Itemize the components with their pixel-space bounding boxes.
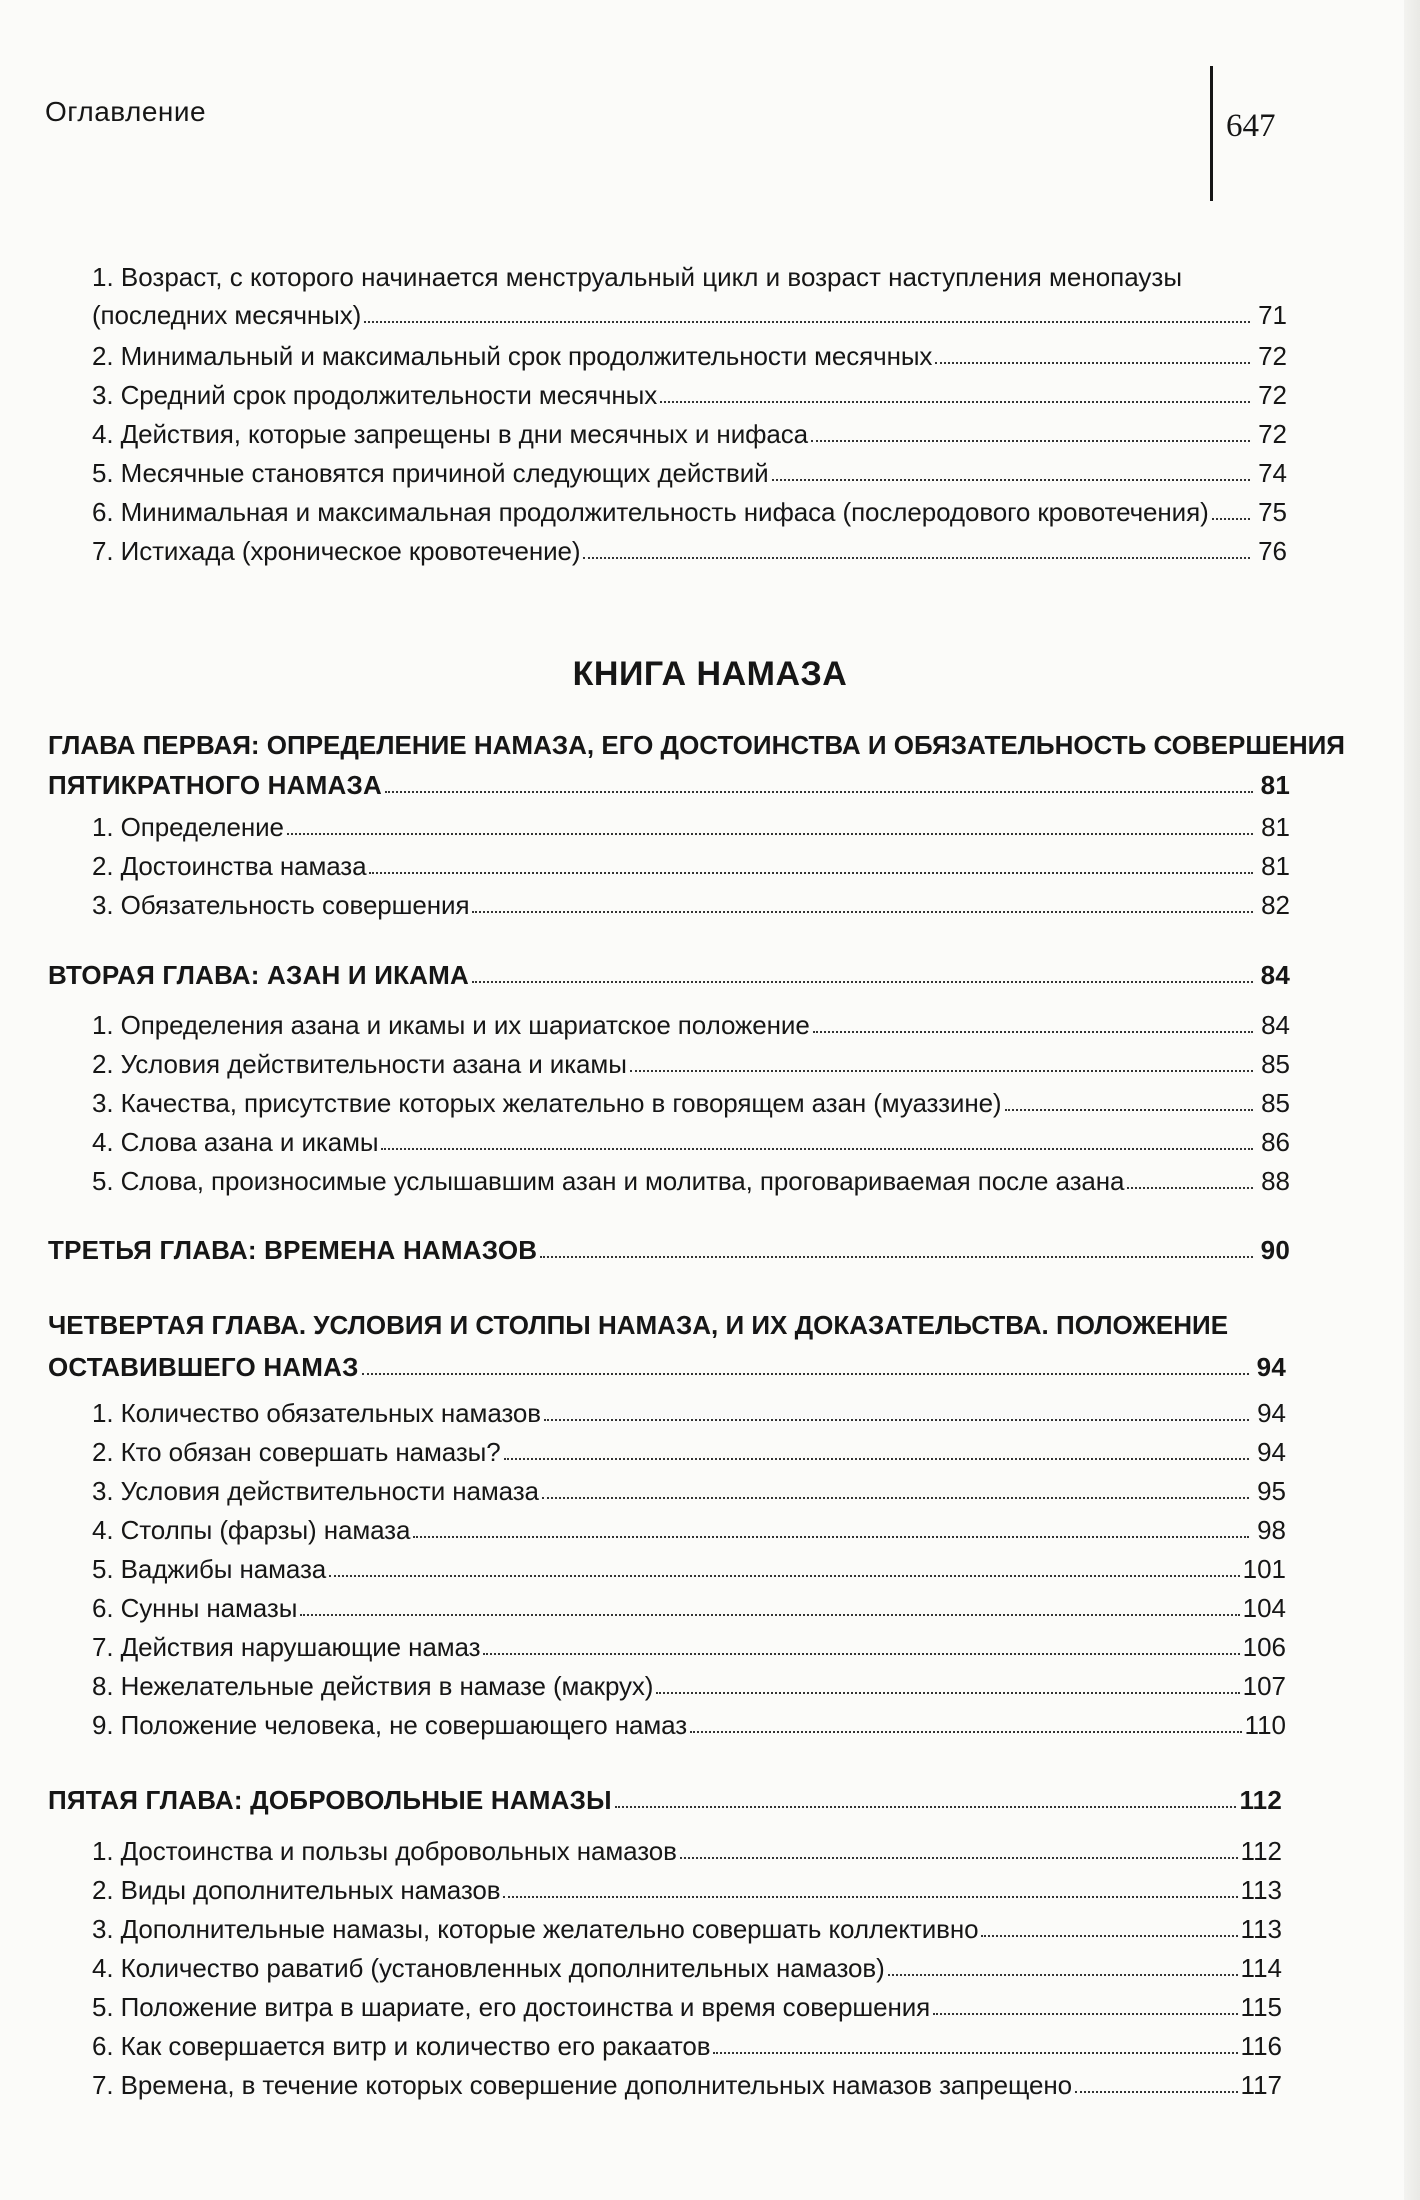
toc-item <box>92 1554 1286 1584</box>
dot-leader <box>385 791 1253 793</box>
toc-item <box>92 1914 1282 1944</box>
dot-leader <box>413 1536 1249 1538</box>
toc-item <box>92 380 1287 410</box>
toc-item-page: 115 <box>1240 1992 1282 2022</box>
dot-leader <box>483 1653 1239 1655</box>
toc-item-label: 7. Истихада (хроническое кровотечение) <box>92 536 581 566</box>
dot-leader <box>472 981 1253 983</box>
page-edge <box>1404 0 1420 2200</box>
toc-item-page: 114 <box>1240 1953 1282 1983</box>
dot-leader <box>813 1031 1253 1033</box>
toc-item <box>92 341 1287 371</box>
dot-leader <box>1212 518 1250 520</box>
toc-item-label: 4. Слова азана и икамы <box>92 1127 379 1157</box>
dot-leader <box>713 2052 1237 2054</box>
dot-leader <box>933 2013 1237 2015</box>
toc-item <box>92 2070 1282 2100</box>
toc-item-page: 72 <box>1258 419 1287 449</box>
dot-leader <box>503 1896 1237 1898</box>
dot-leader <box>656 1692 1239 1694</box>
toc-item <box>92 1593 1286 1623</box>
toc-item <box>92 812 1290 842</box>
chapter-page: 94 <box>1256 1352 1286 1382</box>
toc-item-page: 101 <box>1242 1554 1286 1584</box>
dot-leader <box>287 833 1253 835</box>
toc-item-label: 2. Минимальный и максимальный срок продолжительности месячных <box>92 341 933 371</box>
toc-item <box>92 536 1287 566</box>
chapter-heading <box>48 1352 1286 1382</box>
toc-item-label: 4. Действия, которые запрещены в дни месячных и нифаса <box>92 419 809 449</box>
toc-item <box>92 497 1287 527</box>
dot-leader <box>981 1935 1237 1937</box>
toc-item-page: 112 <box>1240 1836 1282 1866</box>
dot-leader <box>504 1458 1249 1460</box>
toc-item-label: 2. Кто обязан совершать намазы? <box>92 1437 501 1467</box>
dot-leader <box>811 440 1250 442</box>
toc-item <box>92 1088 1290 1118</box>
toc-item-label: 8. Нежелательные действия в намазе (макрух) <box>92 1671 654 1701</box>
toc-item <box>92 1166 1290 1196</box>
toc-item-label: 2. Условия действительности азана и икамы <box>92 1049 627 1079</box>
toc-item <box>92 1476 1286 1506</box>
toc-item-page: 98 <box>1257 1515 1286 1545</box>
toc-item-page: 106 <box>1242 1632 1286 1662</box>
toc-item-page: 95 <box>1257 1476 1286 1506</box>
toc-item-label: 1. Определения азана и икамы и их шариатское положение <box>92 1010 810 1040</box>
toc-item <box>92 2031 1282 2061</box>
dot-leader <box>472 911 1253 913</box>
toc-item-label: 6. Сунны намазы <box>92 1593 298 1623</box>
toc-item-page: 85 <box>1261 1088 1290 1118</box>
chapter-heading <box>48 960 1290 990</box>
dot-leader <box>362 1373 1249 1375</box>
toc-item-page: 75 <box>1258 497 1287 527</box>
toc-item-label: 2. Достоинства намаза <box>92 851 367 881</box>
toc-item-page: 113 <box>1240 1914 1282 1944</box>
toc-item-label: 1. Достоинства и пользы добровольных намазов <box>92 1836 677 1866</box>
toc-item-page: 81 <box>1261 812 1290 842</box>
dot-leader <box>381 1148 1253 1150</box>
toc-item-label: 3. Средний срок продолжительности месячных <box>92 380 658 410</box>
toc-item <box>92 1953 1282 1983</box>
toc-item <box>92 890 1290 920</box>
toc-item-label: 1. Количество обязательных намазов <box>92 1398 541 1428</box>
toc-item-label: 3. Качества, присутствие которых желательно в говорящем азан (муаззине) <box>92 1088 1002 1118</box>
toc-item <box>92 1398 1286 1428</box>
dot-leader <box>935 362 1250 364</box>
chapter-title: ПЯТАЯ ГЛАВА: ДОБРОВОЛЬНЫЕ НАМАЗЫ <box>48 1785 612 1815</box>
toc-item-page: 72 <box>1258 341 1287 371</box>
dot-leader <box>630 1070 1253 1072</box>
toc-item-label: 2. Виды дополнительных намазов <box>92 1875 501 1905</box>
toc-item <box>92 1875 1282 1905</box>
toc-item <box>92 458 1287 488</box>
toc-item-label: 1. Определение <box>92 812 284 842</box>
chapter-title: ТРЕТЬЯ ГЛАВА: ВРЕМЕНА НАМАЗОВ <box>48 1235 538 1265</box>
toc-item-page: 116 <box>1240 2031 1282 2061</box>
toc-item-label: 5. Ваджибы намаза <box>92 1554 327 1584</box>
toc-item <box>92 1127 1290 1157</box>
chapter-heading <box>48 770 1290 800</box>
dot-leader <box>300 1614 1239 1616</box>
toc-item-label: 3. Дополнительные намазы, которые желательно совершать коллективно <box>92 1914 979 1944</box>
chapter-heading-line: ГЛАВА ПЕРВАЯ: ОПРЕДЕЛЕНИЕ НАМАЗА, ЕГО ДОСТОИНСТВА И ОБЯЗАТЕЛЬНОСТЬ СОВЕРШЕНИЯ <box>48 730 1345 760</box>
toc-item-page: 81 <box>1261 851 1290 881</box>
chapter-page: 84 <box>1260 960 1290 990</box>
dot-leader <box>1127 1187 1253 1189</box>
toc-item-page: 74 <box>1258 458 1287 488</box>
toc-item <box>92 1992 1282 2022</box>
toc-item <box>92 1710 1286 1740</box>
toc-item-label: 3. Условия действительности намаза <box>92 1476 539 1506</box>
dot-leader <box>615 1806 1237 1808</box>
toc-item <box>92 1515 1286 1545</box>
dot-leader <box>660 401 1250 403</box>
toc-item-page: 117 <box>1240 2070 1282 2100</box>
chapter-page: 112 <box>1239 1785 1282 1815</box>
toc-item-line: 1. Возраст, с которого начинается менструальный цикл и возраст наступления менопаузы <box>92 262 1183 292</box>
toc-item-page: 71 <box>1258 300 1287 330</box>
dot-leader <box>888 1974 1238 1976</box>
toc-item <box>92 1671 1286 1701</box>
chapter-page: 81 <box>1260 770 1290 800</box>
toc-item-page: 76 <box>1258 536 1287 566</box>
chapter-heading <box>48 1785 1282 1815</box>
toc-item <box>92 1632 1286 1662</box>
toc-item-page: 82 <box>1261 890 1290 920</box>
chapter-title: ВТОРАЯ ГЛАВА: АЗАН И ИКАМА <box>48 960 469 990</box>
dot-leader <box>364 321 1250 323</box>
toc-item-label: 7. Действия нарушающие намаз <box>92 1632 481 1662</box>
running-title: Оглавление <box>45 96 207 127</box>
toc-item <box>92 300 1287 330</box>
dot-leader <box>1075 2091 1238 2093</box>
dot-leader <box>680 1857 1238 1859</box>
toc-item-label: 5. Месячные становятся причиной следующих действий <box>92 458 769 488</box>
toc-item-page: 72 <box>1258 380 1287 410</box>
toc-item-label: 5. Положение витра в шариате, его достоинства и время совершения <box>92 1992 931 2022</box>
dot-leader <box>540 1256 1253 1258</box>
toc-item-page: 88 <box>1261 1166 1290 1196</box>
toc-item-page: 85 <box>1261 1049 1290 1079</box>
dot-leader <box>1005 1109 1254 1111</box>
toc-item <box>92 1836 1282 1866</box>
chapter-heading <box>48 1235 1290 1265</box>
toc-item-page: 94 <box>1257 1398 1286 1428</box>
dot-leader <box>329 1575 1239 1577</box>
dot-leader <box>583 557 1250 559</box>
toc-item-label: 9. Положение человека, не совершающего намаз <box>92 1710 688 1740</box>
chapter-title: ОСТАВИВШЕГО НАМАЗ <box>48 1352 359 1382</box>
toc-item-label: 4. Количество раватиб (установленных дополнительных намазов) <box>92 1953 885 1983</box>
toc-item-label: 6. Минимальная и максимальная продолжительность нифаса (послеродового кровотечения) <box>92 497 1209 527</box>
toc-item-label: 3. Обязательность совершения <box>92 890 470 920</box>
toc-item-page: 113 <box>1240 1875 1282 1905</box>
toc-item-page: 110 <box>1244 1710 1286 1740</box>
toc-item-label: 7. Времена, в течение которых совершение дополнительных намазов запрещено <box>92 2070 1072 2100</box>
chapter-title: ПЯТИКРАТНОГО НАМАЗА <box>48 770 382 800</box>
chapter-heading-line: ЧЕТВЕРТАЯ ГЛАВА. УСЛОВИЯ И СТОЛПЫ НАМАЗА, И ИХ ДОКАЗАТЕЛЬСТВА. ПОЛОЖЕНИЕ <box>48 1310 1229 1340</box>
toc-item-label: 5. Слова, произносимые услышавшим азан и молитва, проговариваемая после азана <box>92 1166 1125 1196</box>
header-rule <box>1210 66 1213 201</box>
toc-item <box>92 1437 1286 1467</box>
toc-item <box>92 419 1287 449</box>
toc-item-page: 104 <box>1242 1593 1286 1623</box>
toc-item <box>92 851 1290 881</box>
toc-item-label: 6. Как совершается витр и количество его ракаатов <box>92 2031 711 2061</box>
toc-item-page: 94 <box>1257 1437 1286 1467</box>
chapter-page: 90 <box>1260 1235 1290 1265</box>
page-number: 647 <box>1226 108 1276 144</box>
dot-leader <box>690 1731 1242 1733</box>
toc-item-page: 84 <box>1261 1010 1290 1040</box>
dot-leader <box>542 1497 1249 1499</box>
toc-item <box>92 1049 1290 1079</box>
dot-leader <box>772 479 1250 481</box>
toc-item-page: 86 <box>1261 1127 1290 1157</box>
dot-leader <box>544 1419 1249 1421</box>
dot-leader <box>369 872 1253 874</box>
book-title: КНИГА НАМАЗА <box>572 655 848 693</box>
toc-item <box>92 1010 1290 1040</box>
toc-item-label: 4. Столпы (фарзы) намаза <box>92 1515 411 1545</box>
toc-item-label: (последних месячных) <box>92 300 362 330</box>
toc-item-page: 107 <box>1242 1671 1286 1701</box>
